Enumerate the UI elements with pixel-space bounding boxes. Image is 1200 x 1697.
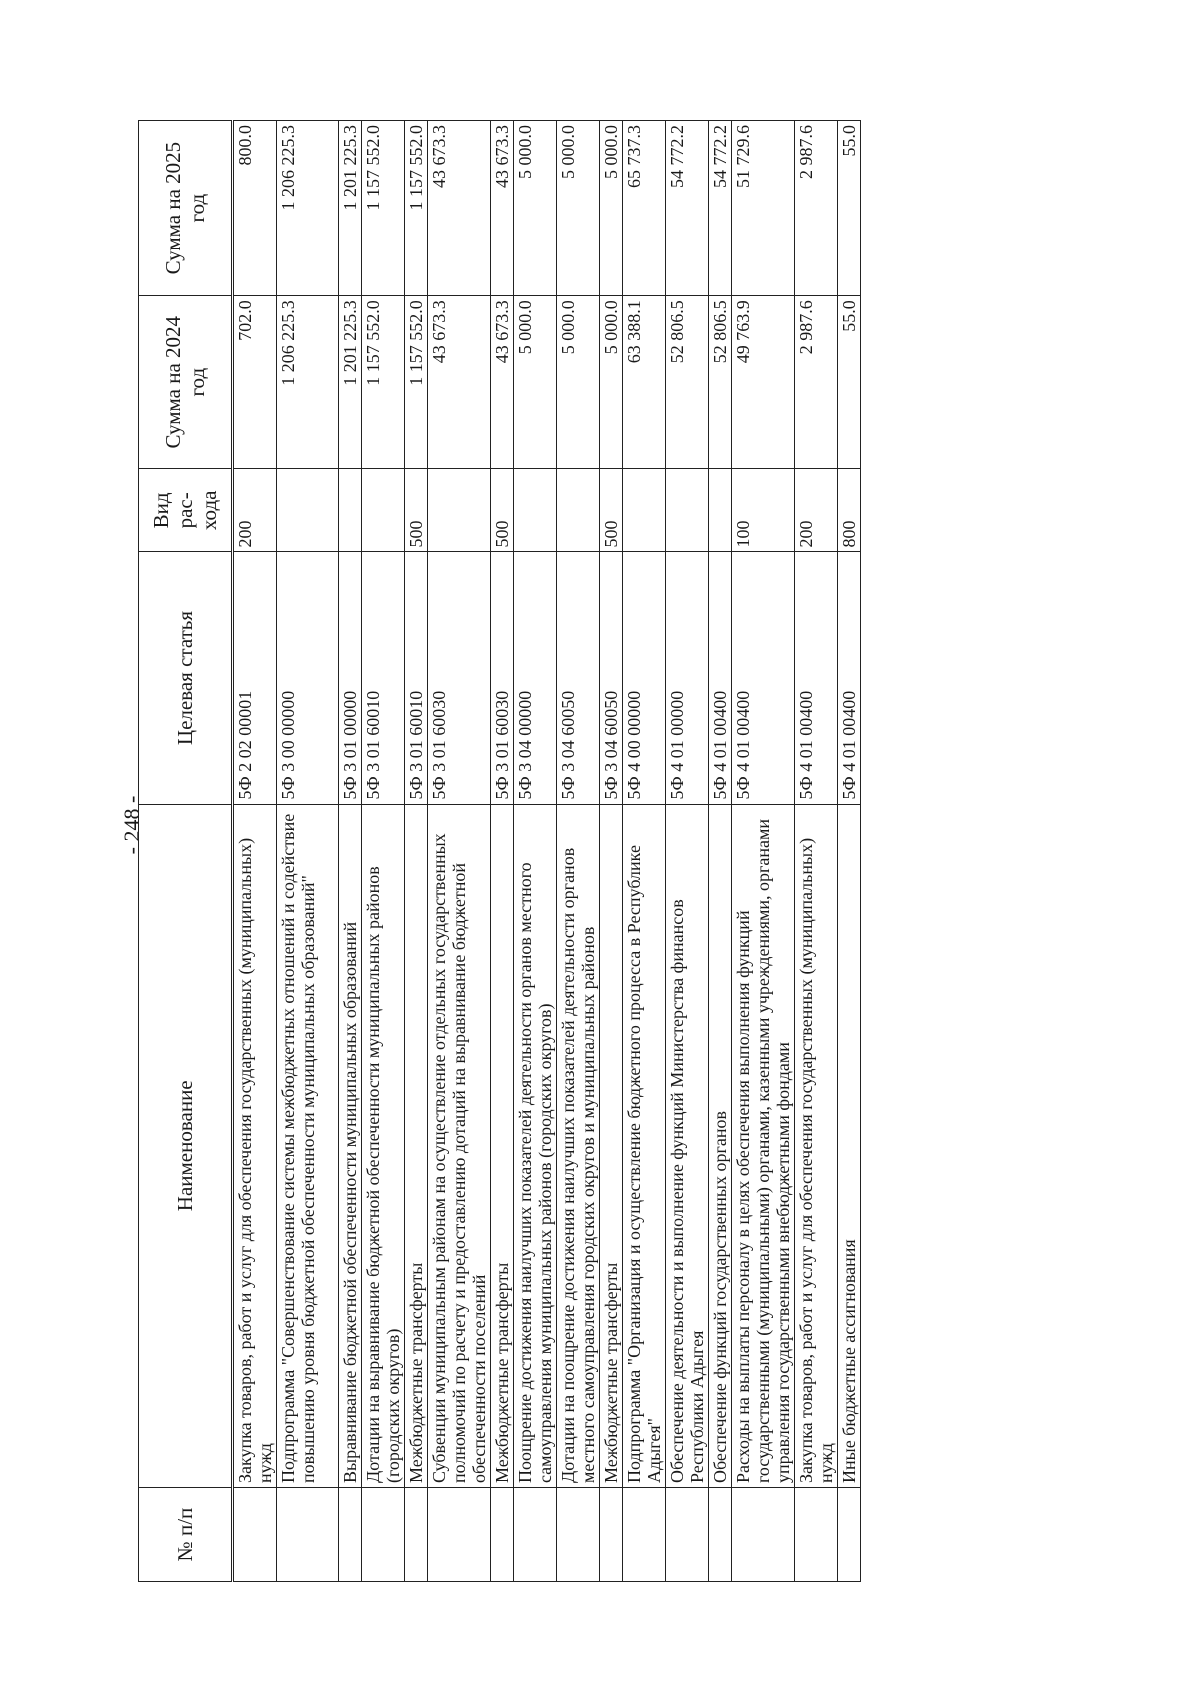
header-sum-2024: Сумма на 2024 год <box>139 296 233 469</box>
table-row <box>709 121 732 1582</box>
cell-code: 5Ф 4 01 00400 <box>709 552 732 804</box>
cell-num <box>362 1488 405 1582</box>
cell-name: Подпрограмма "Совершенствование системы межбюджетных отношений и содействие повышению уровня бюджетной обеспеченности муниципальных образований" <box>277 804 339 1488</box>
table-row <box>557 121 600 1582</box>
cell-code: 5Ф 3 01 60030 <box>428 552 491 804</box>
budget-table <box>138 120 861 1582</box>
cell-sum-2024: 1 157 552.0 <box>405 296 428 469</box>
cell-sum-2025: 5 000.0 <box>600 121 623 296</box>
cell-name: Закупка товаров, работ и услуг для обеспечения государственных (муниципальных) нужд <box>795 804 838 1488</box>
cell-code: 5Ф 4 01 00400 <box>732 552 795 804</box>
cell-sum-2024: 52 806.5 <box>709 296 732 469</box>
header-name: Наименование <box>139 804 233 1488</box>
table-row <box>233 121 277 1582</box>
table-row <box>666 121 709 1582</box>
cell-vid <box>362 469 405 552</box>
cell-num <box>600 1488 623 1582</box>
cell-name: Выравнивание бюджетной обеспеченности муниципальных образований <box>339 804 362 1488</box>
table-row <box>838 121 861 1582</box>
cell-sum-2024: 2 987.6 <box>795 296 838 469</box>
cell-code: 5Ф 4 01 00400 <box>838 552 861 804</box>
cell-vid: 500 <box>491 469 514 552</box>
cell-vid: 200 <box>795 469 838 552</box>
cell-name: Субвенции муниципальным районам на осуществление отдельных государственных полномочий по расчету и предоставлению дотаций на выравнивание бюджетной обеспеченности поселений <box>428 804 491 1488</box>
cell-name: Межбюджетные трансферты <box>491 804 514 1488</box>
cell-sum-2025: 43 673.3 <box>491 121 514 296</box>
cell-code: 5Ф 3 00 00000 <box>277 552 339 804</box>
cell-vid: 800 <box>838 469 861 552</box>
cell-num <box>514 1488 557 1582</box>
cell-name: Поощрение достижения наилучших показателей деятельности органов местного самоуправления муниципальных районов (городских округов) <box>514 804 557 1488</box>
cell-name: Расходы на выплаты персоналу в целях обеспечения выполнения функций государственными (муниципальными) органами, казенными учреждениями, органами управления государственными внебюджетными фондами <box>732 804 795 1488</box>
cell-vid <box>666 469 709 552</box>
cell-vid <box>709 469 732 552</box>
cell-sum-2024: 43 673.3 <box>428 296 491 469</box>
page-number-text: - 248 - <box>119 795 144 855</box>
cell-num <box>557 1488 600 1582</box>
cell-code: 5Ф 4 00 00000 <box>623 552 666 804</box>
cell-name: Дотации на поощрение достижения наилучших показателей деятельности органов местного самоуправления городских округов и муниципальных районов <box>557 804 600 1488</box>
cell-sum-2024: 5 000.0 <box>514 296 557 469</box>
cell-code: 5Ф 4 01 00400 <box>795 552 838 804</box>
cell-name: Межбюджетные трансферты <box>405 804 428 1488</box>
cell-sum-2025: 1 157 552.0 <box>405 121 428 296</box>
cell-sum-2024: 63 388.1 <box>623 296 666 469</box>
cell-sum-2025: 54 772.2 <box>666 121 709 296</box>
header-sum-2025: Сумма на 2025 год <box>139 121 233 296</box>
cell-num <box>405 1488 428 1582</box>
cell-vid <box>339 469 362 552</box>
cell-sum-2025: 1 157 552.0 <box>362 121 405 296</box>
cell-sum-2025: 2 987.6 <box>795 121 838 296</box>
cell-vid <box>623 469 666 552</box>
cell-sum-2024: 1 157 552.0 <box>362 296 405 469</box>
cell-sum-2025: 5 000.0 <box>557 121 600 296</box>
header-code: Целевая статья <box>139 552 233 804</box>
cell-code: 5Ф 3 04 60050 <box>600 552 623 804</box>
cell-name: Иные бюджетные ассигнования <box>838 804 861 1488</box>
cell-sum-2024: 52 806.5 <box>666 296 709 469</box>
cell-sum-2024: 1 206 225.3 <box>277 296 339 469</box>
cell-sum-2024: 5 000.0 <box>600 296 623 469</box>
table-row <box>732 121 795 1582</box>
cell-sum-2024: 55.0 <box>838 296 861 469</box>
cell-sum-2024: 49 763.9 <box>732 296 795 469</box>
cell-sum-2025: 1 201 225.3 <box>339 121 362 296</box>
table-row <box>514 121 557 1582</box>
cell-num <box>666 1488 709 1582</box>
cell-name: Обеспечение функций государственных органов <box>709 804 732 1488</box>
cell-code: 5Ф 3 04 60050 <box>557 552 600 804</box>
cell-code: 5Ф 3 01 60030 <box>491 552 514 804</box>
cell-code: 5Ф 3 01 60010 <box>405 552 428 804</box>
table-row <box>428 121 491 1582</box>
cell-sum-2024: 5 000.0 <box>557 296 600 469</box>
cell-sum-2025: 51 729.6 <box>732 121 795 296</box>
cell-name: Обеспечение деятельности и выполнение функций Министерства финансов Республики Адыгея <box>666 804 709 1488</box>
cell-num <box>709 1488 732 1582</box>
cell-vid <box>428 469 491 552</box>
cell-code: 5Ф 4 01 00000 <box>666 552 709 804</box>
document-table-container <box>138 120 1080 1582</box>
cell-sum-2025: 5 000.0 <box>514 121 557 296</box>
cell-num <box>339 1488 362 1582</box>
cell-name: Подпрограмма "Организация и осуществление бюджетного процесса в Республике Адыгея" <box>623 804 666 1488</box>
cell-code: 5Ф 2 02 00001 <box>233 552 277 804</box>
cell-num <box>491 1488 514 1582</box>
cell-vid: 200 <box>233 469 277 552</box>
table-row <box>339 121 362 1582</box>
cell-vid: 100 <box>732 469 795 552</box>
table-row <box>600 121 623 1582</box>
cell-num <box>277 1488 339 1582</box>
cell-code: 5Ф 3 01 60010 <box>362 552 405 804</box>
cell-vid <box>277 469 339 552</box>
cell-sum-2025: 1 206 225.3 <box>277 121 339 296</box>
cell-name: Закупка товаров, работ и услуг для обеспечения государственных (муниципальных) нужд <box>233 804 277 1488</box>
table-row <box>491 121 514 1582</box>
table-row <box>623 121 666 1582</box>
cell-num <box>428 1488 491 1582</box>
cell-vid: 500 <box>600 469 623 552</box>
table-row <box>795 121 838 1582</box>
cell-vid: 500 <box>405 469 428 552</box>
cell-sum-2024: 702.0 <box>233 296 277 469</box>
cell-code: 5Ф 3 01 00000 <box>339 552 362 804</box>
header-num: № п/п <box>139 1488 233 1582</box>
cell-num <box>838 1488 861 1582</box>
cell-num <box>233 1488 277 1582</box>
cell-sum-2025: 43 673.3 <box>428 121 491 296</box>
cell-sum-2024: 1 201 225.3 <box>339 296 362 469</box>
cell-num <box>732 1488 795 1582</box>
cell-code: 5Ф 3 04 00000 <box>514 552 557 804</box>
cell-name: Дотации на выравнивание бюджетной обеспеченности муниципальных районов (городских округов) <box>362 804 405 1488</box>
cell-sum-2025: 65 737.3 <box>623 121 666 296</box>
header-vid: Вид рас- хода <box>139 469 233 552</box>
cell-num <box>795 1488 838 1582</box>
cell-sum-2024: 43 673.3 <box>491 296 514 469</box>
cell-sum-2025: 55.0 <box>838 121 861 296</box>
table-header-row <box>139 121 233 1582</box>
table-row <box>277 121 339 1582</box>
cell-num <box>623 1488 666 1582</box>
table-row <box>362 121 405 1582</box>
cell-sum-2025: 800.0 <box>233 121 277 296</box>
table-row <box>405 121 428 1582</box>
cell-vid <box>557 469 600 552</box>
cell-vid <box>514 469 557 552</box>
cell-sum-2025: 54 772.2 <box>709 121 732 296</box>
cell-name: Межбюджетные трансферты <box>600 804 623 1488</box>
